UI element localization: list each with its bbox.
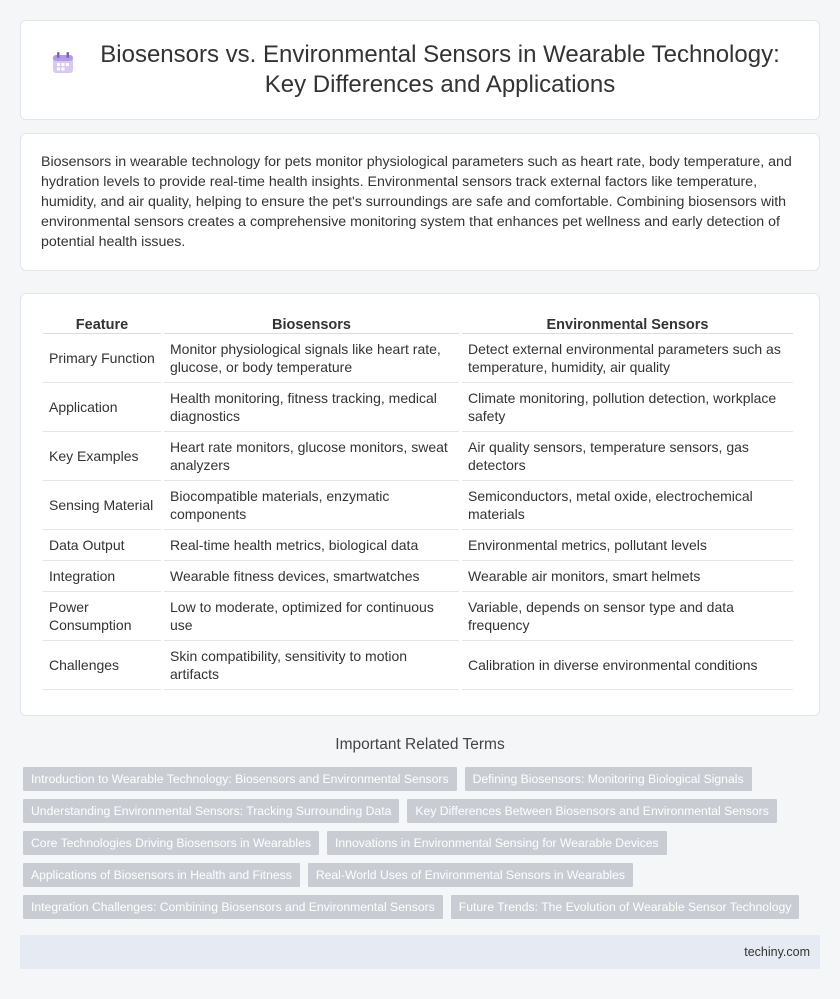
environmental-cell: Detect external environmental parameters such as temperature, humidity, air quality bbox=[462, 334, 793, 383]
biosensors-cell: Health monitoring, fitness tracking, medical diagnostics bbox=[164, 383, 459, 432]
biosensors-cell: Monitor physiological signals like heart rate, glucose, or body temperature bbox=[164, 334, 459, 383]
related-term-tag[interactable]: Future Trends: The Evolution of Wearable Sensor Technology bbox=[451, 895, 800, 919]
related-terms-list bbox=[23, 767, 823, 927]
related-term-tag[interactable]: Key Differences Between Biosensors and Environmental Sensors bbox=[407, 799, 776, 823]
intro-card bbox=[20, 133, 820, 271]
related-term-tag[interactable]: Integration Challenges: Combining Biosensors and Environmental Sensors bbox=[23, 895, 443, 919]
related-term-tag[interactable]: Defining Biosensors: Monitoring Biological Signals bbox=[465, 767, 752, 791]
environmental-cell: Calibration in diverse environmental conditions bbox=[462, 641, 793, 690]
related-term-tag[interactable]: Core Technologies Driving Biosensors in Wearables bbox=[23, 831, 319, 855]
biosensors-cell: Heart rate monitors, glucose monitors, sweat analyzers bbox=[164, 432, 459, 481]
related-term-tag[interactable]: Innovations in Environmental Sensing for Wearable Devices bbox=[327, 831, 667, 855]
intro-text: Biosensors in wearable technology for pets monitor physiological parameters such as heart rate, body temperature, and hydration levels to provide real-time health insights. Environmental sensors track external factors like temperature, humidity, and air quality, helping to ensure the pet's surroundings are safe and comfortable. Combining biosensors with environmental sensors creates a comprehensive monitoring system that enhances pet wellness and early detection of potential health issues. bbox=[41, 154, 792, 250]
feature-cell: Application bbox=[43, 383, 161, 432]
footer-site-link[interactable]: techiny.com bbox=[744, 945, 810, 959]
table-row bbox=[43, 334, 793, 383]
feature-cell: Key Examples bbox=[43, 432, 161, 481]
feature-cell: Sensing Material bbox=[43, 481, 161, 530]
related-term-tag[interactable]: Introduction to Wearable Technology: Biosensors and Environmental Sensors bbox=[23, 767, 457, 791]
biosensors-cell: Skin compatibility, sensitivity to motion artifacts bbox=[164, 641, 459, 690]
biosensors-cell: Low to moderate, optimized for continuous use bbox=[164, 592, 459, 641]
table-row bbox=[43, 641, 793, 690]
comparison-table bbox=[40, 312, 796, 690]
table-row bbox=[43, 561, 793, 592]
environmental-cell: Air quality sensors, temperature sensors, gas detectors bbox=[462, 432, 793, 481]
feature-cell: Primary Function bbox=[43, 334, 161, 383]
table-row bbox=[43, 530, 793, 561]
related-term-tag[interactable]: Real-World Uses of Environmental Sensors in Wearables bbox=[308, 863, 633, 887]
feature-cell: Challenges bbox=[43, 641, 161, 690]
related-terms-heading: Important Related Terms bbox=[335, 736, 505, 753]
page-title: Biosensors vs. Environmental Sensors in Wearable Technology: Key Differences and Applications bbox=[100, 41, 780, 98]
footer bbox=[20, 935, 820, 969]
related-term-tag[interactable]: Understanding Environmental Sensors: Tracking Surrounding Data bbox=[23, 799, 399, 823]
environmental-cell: Environmental metrics, pollutant levels bbox=[462, 530, 793, 561]
feature-cell: Data Output bbox=[43, 530, 161, 561]
title-card bbox=[20, 20, 820, 120]
biosensors-cell: Wearable fitness devices, smartwatches bbox=[164, 561, 459, 592]
environmental-cell: Climate monitoring, pollution detection, workplace safety bbox=[462, 383, 793, 432]
related-term-tag[interactable]: Applications of Biosensors in Health and Fitness bbox=[23, 863, 300, 887]
column-header-biosensors: Biosensors bbox=[164, 312, 459, 334]
table-row bbox=[43, 481, 793, 530]
feature-cell: Power Consumption bbox=[43, 592, 161, 641]
biosensors-cell: Real-time health metrics, biological data bbox=[164, 530, 459, 561]
feature-cell: Integration bbox=[43, 561, 161, 592]
table-header-row bbox=[43, 312, 793, 334]
table-row bbox=[43, 383, 793, 432]
calendar-icon bbox=[50, 50, 76, 76]
table-row bbox=[43, 432, 793, 481]
biosensors-cell: Biocompatible materials, enzymatic components bbox=[164, 481, 459, 530]
table-row bbox=[43, 592, 793, 641]
environmental-cell: Variable, depends on sensor type and data frequency bbox=[462, 592, 793, 641]
column-header-feature: Feature bbox=[43, 312, 161, 334]
environmental-cell: Wearable air monitors, smart helmets bbox=[462, 561, 793, 592]
column-header-environmental: Environmental Sensors bbox=[462, 312, 793, 334]
comparison-card bbox=[20, 293, 820, 716]
environmental-cell: Semiconductors, metal oxide, electrochemical materials bbox=[462, 481, 793, 530]
